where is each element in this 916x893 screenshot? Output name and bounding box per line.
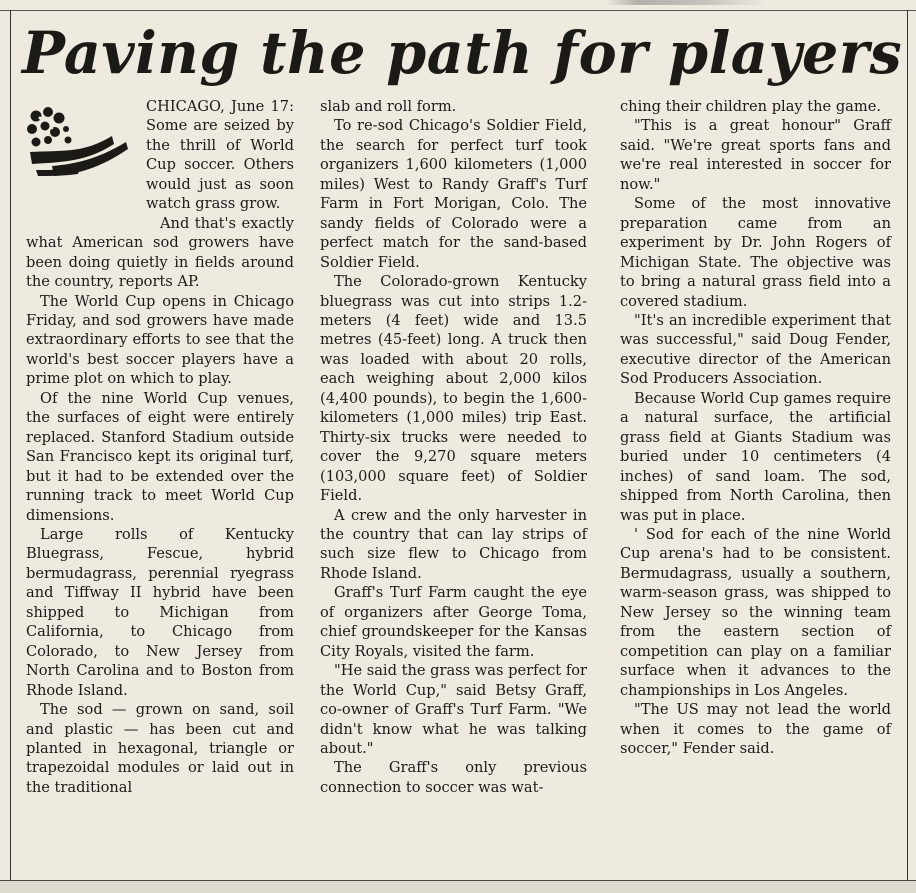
article-column-2	[320, 97, 587, 797]
paragraph: slab and roll form.	[320, 98, 457, 115]
left-border	[10, 10, 11, 880]
paragraph: "He said the grass was perfect for the World Cup," said Betsy Graff, co-owner of Graff's Turf Farm. "We didn't know what he was talking about."	[320, 662, 587, 757]
article-column-1	[26, 97, 294, 797]
article-column-3	[620, 97, 891, 758]
paragraph: A crew and the only harvester in the country that can lay strips of such size flew to Chicago from Rhode Island.	[320, 506, 587, 582]
paragraph: Large rolls of Kentucky Bluegrass, Fescue, hybrid bermudagrass, perennial ryegrass and Tiffway II hybrid have been shipped to Michigan from California, to Chicago from Colorado, to New Jersey from North Carolina and to Boston from Rhode Island.	[26, 525, 294, 699]
paragraph: Some of the most innovative preparation came from an experiment by Dr. John Rogers of Michigan State. The objective was to bring a natural grass field into a covered stadium.	[620, 195, 891, 310]
logo-wrap-space	[26, 97, 146, 215]
paragraph: ching their children play the game.	[620, 98, 881, 115]
right-border	[907, 10, 908, 880]
paragraph: Graff's Turf Farm caught the eye of organizers after George Toma, chief groundskeeper for the Kansas City Royals, visited the farm.	[320, 584, 587, 660]
headline: Paving the path for players	[22, 19, 903, 87]
torn-header-remnant	[606, 0, 766, 5]
paragraph: The Colorado-grown Kentucky bluegrass was cut into strips 1.2-meters (4 feet) wide and 13.5 metres (45-feet) long. A truck then was loaded with about 20 rolls, each weighing about 2,000 kilos (4,400 pounds), to begin the 1,600-kilometers (1,000 miles) trip East. Thirty-six trucks were needed to cover the 9,270 square meters (103,000 square feet) of Soldier Field.	[320, 273, 587, 505]
paragraph: Of the nine World Cup venues, the surfaces of eight were entirely replaced. Stanford Stadium outside San Francisco kept its original turf, but it had to be extended over the running track to meet World Cup dimensions.	[26, 389, 294, 524]
paragraph: To re-sod Chicago's Soldier Field, the search for perfect turf took organizers 1,600 kilometers (1,000 miles) West to Randy Graff's Turf Farm in Fort Morigan, Colo. The sandy fields of Colorado were a perfect match for the sand-based Soldier Field.	[320, 117, 587, 271]
paragraph: The Graff's only previous connection to soccer was wat-	[320, 759, 587, 796]
paragraph: "This is a great honour" Graff said. "We're great sports fans and we're real interested in soccer for now."	[620, 117, 891, 193]
top-rule	[0, 0, 916, 11]
paragraph: ' Sod for each of the nine World Cup arena's had to be consistent. Bermudagrass, usually a southern, warm-season grass, was shipped to New Jersey so the winning team from the eastern section of competition can play on a familiar surface when it advances to the championships in Los Angeles.	[620, 525, 891, 699]
paragraph: "The US may not lead the world when it comes to the game of soccer," Fender said.	[620, 701, 891, 757]
paragraph: Because World Cup games require a natural surface, the artificial grass field at Giants Stadium was buried under 10 centimeters (4 inches) of sand loam. The sod, shipped from North Carolina, then was put in place.	[620, 389, 891, 524]
paragraph: "It's an incredible experiment that was successful," said Doug Fender, executive director of the American Sod Producers Association.	[620, 311, 891, 388]
bottom-rule	[0, 880, 916, 893]
paragraph: The World Cup opens in Chicago Friday, and sod growers have made extraordinary efforts to see that the world's best soccer players have a prime plot on which to play.	[26, 292, 294, 388]
paragraph: The sod — grown on sand, soil and plastic — has been cut and planted in hexagonal, triangle or trapezoidal modules or laid out in the traditional	[26, 701, 294, 796]
paragraph: CHICAGO, June 17: Some are seized by the thrill of World Cup soccer. Others would just as soon watch grass grow.	[146, 98, 294, 213]
paragraph: And that's exactly what American sod growers have been doing quietly in fields around the country, reports AP.	[26, 214, 294, 291]
